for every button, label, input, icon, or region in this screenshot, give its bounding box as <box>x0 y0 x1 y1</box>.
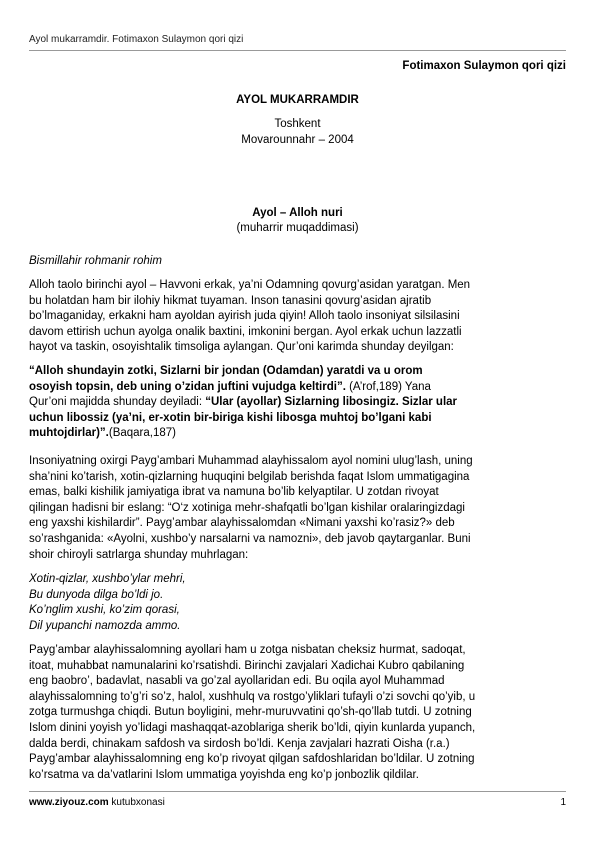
paragraph-line: so’rashganida: «Ayolni, xushbo’y narsalarni va namozni», deb javob qaytarganlar. Buni <box>29 532 471 545</box>
footer-source <box>29 797 165 808</box>
paragraph-line <box>29 411 570 427</box>
quote-bold: “Ular (ayollar) Sizlarning libosingiz. Sizlar ular <box>205 396 458 409</box>
paragraph-line: hayot va taskin, osoyishtalik timsoliga aylangan. Qur’oni karimda shunday deyilgan: <box>29 341 454 354</box>
paragraph-2-quran-quotes <box>29 364 570 442</box>
paragraph-line: qilingan hadisni bir eslang: “O‘z xotiniga mehr-shafqatli bo’lgan kishilar oralaringizdagi <box>29 501 465 514</box>
running-header: Ayol mukarramdir. Fotimaxon Sulaymon qori qizi <box>29 34 244 45</box>
paragraph-line: davom ettirish uchun ayolga onalik baxtini, imkonini bergan. Ayol erkak uchun lazzatli <box>29 325 462 338</box>
poem-line: Xotin-qizlar, xushbo’ylar mehri, <box>29 573 186 585</box>
paragraph-line: shoir chiroyli satrlarga shunday muhrlagan: <box>29 548 249 561</box>
paragraph-line: emas, balki kishilik jamiyatiga ibrat va namuna bo’lib kelyaptilar. U zotdan rivoyat <box>29 486 439 499</box>
poem-line: Dil yupanchi namozda ammo. <box>29 619 181 632</box>
paragraph-line: itoat, muhabbat namunalarini ko’rsatishdi. Birinchi zavjalari Xadichai Kubro qabilaning <box>29 659 465 672</box>
paragraph-line: eng baobro’, badavlat, nasabli va go’zal ayollaridan edi. Bu oqila ayol Muhammad <box>29 675 445 688</box>
paragraph-line <box>29 364 570 380</box>
section-subtitle: (muharrir muqaddimasi) <box>236 222 359 234</box>
quote-bold: muhtojdirlar)”. <box>29 427 109 440</box>
paragraph-line: Islom dinini yoyish yo’lidagi mashaqqat-azoblariga sherik bo’ldi, qiyin kunlarda yupanch, <box>29 721 476 734</box>
footer-site-link[interactable]: www.ziyouz.com <box>29 797 109 808</box>
reference-text: (A’rof,189) Yana <box>345 380 431 393</box>
footer-text: kutubxonasi <box>108 797 165 808</box>
bismillah: Bismillahir rohmanir rohim <box>29 255 162 267</box>
reference-text: (Baqara,187) <box>108 427 176 440</box>
paragraph-line <box>29 426 570 442</box>
paragraph-line: sha’nini ko’tarish, xotin-qizlarning huquqini belgilab berishda faqat Islom ummatigagina <box>29 470 470 483</box>
paragraph-3 <box>29 454 570 563</box>
author-name: Fotimaxon Sulaymon qori qizi <box>402 60 566 72</box>
book-title: AYOL MUKARRAMDIR <box>236 94 359 106</box>
paragraph-line: eng yaxshi kishilardir”. Payg’ambar alayhissalomdan «Nimani yaxshi ko’rasiz?» deb <box>29 517 455 530</box>
publisher-year: Movarounnahr – 2004 <box>241 134 354 146</box>
paragraph-line: bu holatdan ham bir ilohiy hikmat tuyaman. Inson tanasini qovurg’asidan ajratib <box>29 294 432 307</box>
page-number: 1 <box>560 797 566 808</box>
poem-line: Bu dunyoda dilga bo’ldi jo. <box>29 588 164 601</box>
paragraph-line: Payg’ambar alayhissalomning eng ko’p rivoyat qilgan safdoshlaridan bo’ldilar. U zotning <box>29 753 475 766</box>
paragraph-line: Insoniyatning oxirgi Payg’ambari Muhammad alayhissalom ayol nomini ulug’lash, uning <box>29 455 473 467</box>
paragraph-line: ko’rsatma va da’vatlarini Islom ummatiga yoyishda eng ko’p jonbozlik qildilar. <box>29 768 419 781</box>
paragraph-line: zotga turmushga chiqdi. Butun boyligini, mehr-muruvvatini qo’sh-qo’llab tutdi. U zotning <box>29 706 472 719</box>
quote-bold: “Alloh shundayin zotki, Sizlarni bir jondan (Odamdan) yaratdi va u orom <box>29 365 423 377</box>
footer-divider <box>29 791 566 792</box>
quote-bold: uchun libossiz (ya’ni, er-xotin bir-biriga kishi libosga muhtoj bo’lgani kabi <box>29 411 432 424</box>
paragraph-line <box>29 395 570 411</box>
paragraph-line: Payg’ambar alayhissalomning ayollari ham u zotga nisbatan cheksiz hurmat, sadoqat, <box>29 644 466 656</box>
paragraph-line: bo’lmaganiday, erkakni ham ayoldan ayirish juda qiyin! Alloh taolo insoniyat silsilasini <box>29 310 460 323</box>
paragraph-4 <box>29 643 570 783</box>
header-divider <box>29 50 566 51</box>
section-title: Ayol – Alloh nuri <box>252 207 343 219</box>
publication-city: Toshkent <box>274 118 321 130</box>
paragraph-line <box>29 380 570 396</box>
paragraph-line: dalda berdi, chinakam safdosh va sirdosh bo’ldi. Kenja zavjalari hazrati Oisha (r.a.) <box>29 737 450 750</box>
plain-text: Qur’oni majidda shunday deyiladi: <box>29 396 206 409</box>
poem <box>29 572 570 634</box>
quote-bold: osoyish topsin, deb uning o’zidan juftini vujudga keltirdi”. <box>29 380 346 393</box>
poem-line: Ko’nglim xushi, ko’zim qorasi, <box>29 604 180 617</box>
paragraph-line: alayhissalomning to’g’ri so’z, halol, xushhulq va rostgo’yliklari tufayli o’zi sovchi qo’yib, u <box>29 690 476 703</box>
paragraph-1 <box>29 278 570 356</box>
paragraph-line: Alloh taolo birinchi ayol – Havvoni erkak, ya’ni Odamning qovurg’asidan yaratgan. Men <box>29 279 471 291</box>
